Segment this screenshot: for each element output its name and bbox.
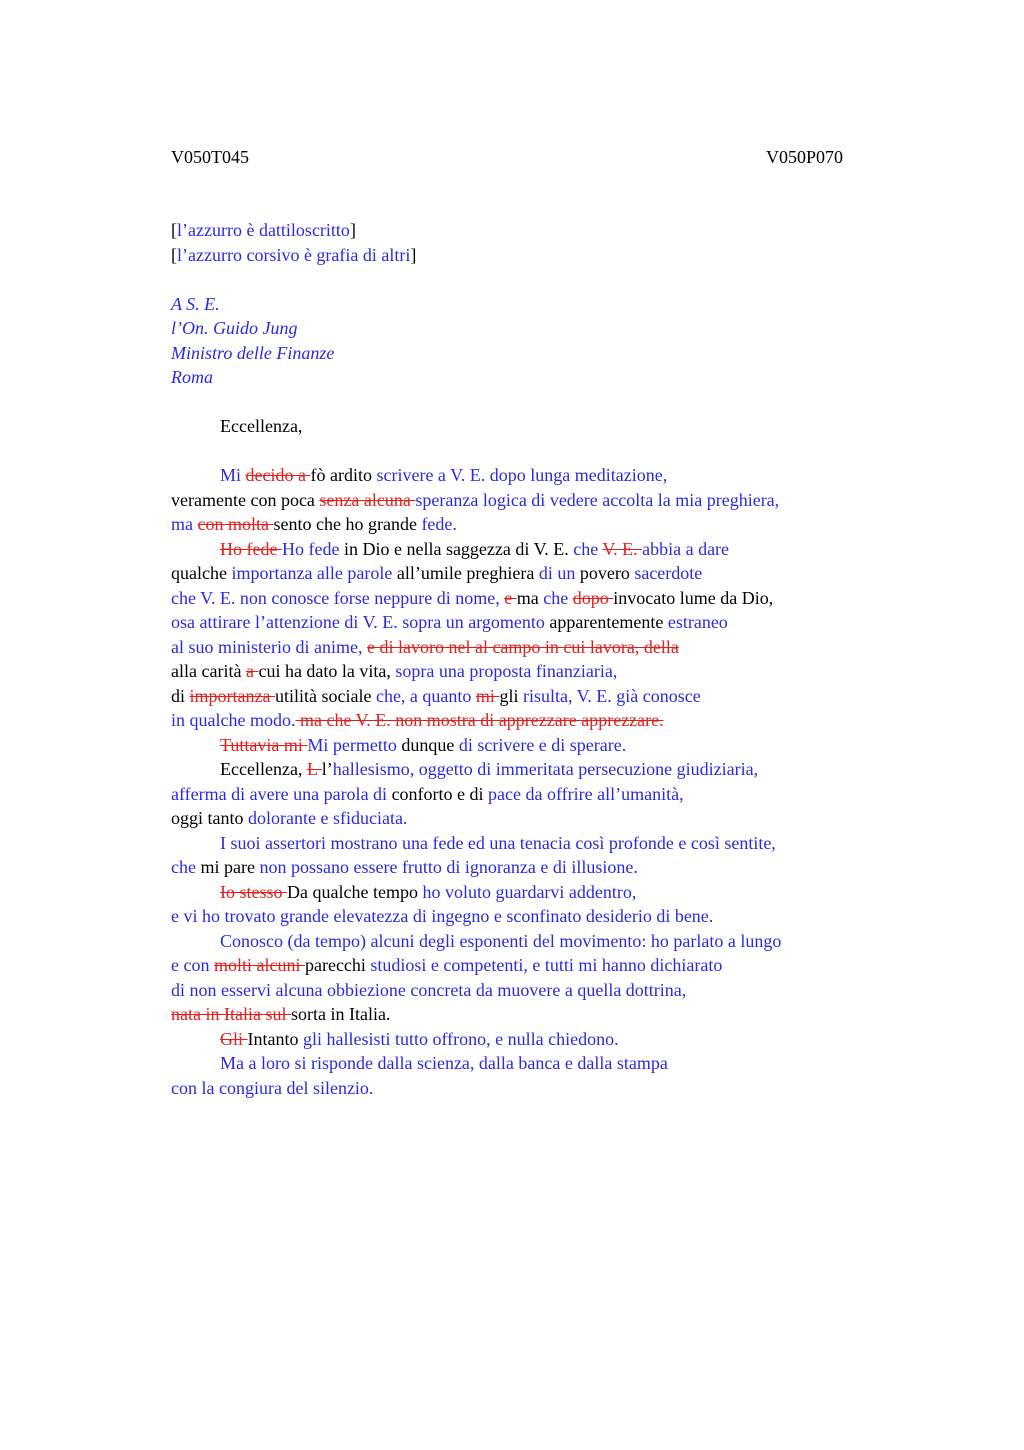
body-line [171, 635, 871, 660]
typed-text: che [543, 587, 573, 608]
typed-text: al suo ministerio di anime, [171, 636, 367, 657]
body-line [171, 929, 871, 954]
handwritten-text: utilità sociale [274, 685, 376, 706]
body-line [171, 1002, 871, 1027]
handwritten-text: di [171, 685, 190, 706]
body-line [171, 463, 871, 488]
typed-text: non possano essere frutto di ignoranza e di illusione. [259, 857, 638, 877]
body-line [171, 978, 871, 1003]
color-legend [171, 218, 871, 267]
typed-text: Conosco (da tempo) alcuni degli esponenti del movimento: ho parlato a lungo [220, 930, 782, 951]
right-document-code: V050P070 [765, 147, 843, 167]
struck-text: e [504, 587, 517, 608]
typed-text: Ho fede [281, 538, 344, 559]
body-line [171, 757, 871, 782]
handwritten-text: alla carità [171, 661, 246, 681]
typed-text: dolorante e sfiduciata. [248, 808, 408, 828]
handwritten-text: parecchi [304, 955, 371, 975]
struck-text: con molta [197, 514, 274, 534]
body-line [171, 537, 871, 562]
handwritten-text: Intanto [247, 1028, 304, 1049]
typed-text: sacerdote [634, 563, 703, 583]
body-line [171, 610, 871, 635]
handwritten-text: gli [499, 685, 523, 706]
typed-text: hallesismo, oggetto di immeritata persecuzione giudiziaria, [332, 759, 759, 779]
typed-text: Mi permetto [307, 734, 402, 755]
typed-text: di non esservi alcuna obbiezione concreta da muovere a quella dottrina, [171, 979, 687, 1000]
typed-text: in qualche modo. [171, 710, 296, 730]
typed-text: importanza alle parole [231, 563, 397, 583]
handwritten-text: Eccellenza, [220, 759, 307, 779]
body-line [171, 806, 871, 831]
typed-text: risulta, V. E. già conosce [522, 685, 701, 706]
struck-text: e di lavoro nel al campo in cui lavora, della [366, 636, 679, 657]
typed-text: che [573, 538, 603, 559]
struck-text: ma che V. E. non mostra di apprezzare apprezzare. [295, 710, 664, 730]
handwritten-text: dunque [401, 734, 459, 755]
typed-text: sopra una proposta finanziaria, [395, 661, 618, 681]
body-line [171, 1076, 871, 1101]
handwritten-text: Da qualche tempo [287, 881, 423, 902]
body-line [171, 831, 871, 856]
handwritten-text: povero [579, 563, 635, 583]
handwritten-text: veramente con poca [171, 489, 320, 510]
handwritten-text: mi pare [200, 857, 260, 877]
handwritten-text: conforto e di [391, 783, 489, 804]
body-line [171, 855, 871, 880]
struck-text: importanza [189, 685, 275, 706]
typed-text: studiosi e competenti, e tutti mi hanno dichiarato [370, 955, 723, 975]
typed-text: afferma di avere una parola di [171, 783, 392, 804]
struck-text: Gli [220, 1028, 248, 1049]
body-line [171, 561, 871, 586]
address-line: A S. E. [171, 293, 220, 314]
typed-text: osa attirare l’attenzione di V. E. sopra un argomento [171, 612, 550, 632]
body-line [171, 880, 871, 905]
typed-text: di un [538, 563, 580, 583]
handwritten-text: sorta in Italia. [290, 1004, 391, 1024]
left-document-code: V050T045 [171, 147, 249, 167]
body-line [171, 1027, 871, 1052]
handwritten-text: apparentemente [549, 612, 668, 632]
typed-text: estraneo [667, 612, 728, 632]
typed-text: ho voluto guardarvi addentro, [422, 881, 637, 902]
address-line: Roma [171, 367, 213, 387]
handwritten-text: sento che ho grande [273, 514, 422, 534]
handwritten-text: cui ha dato la vita, [258, 661, 396, 681]
typed-text: e vi ho trovato grande elevatezza di ingegno e sconfinato desiderio di bene. [171, 906, 714, 926]
struck-text: decido a [245, 465, 311, 485]
body-line [171, 782, 871, 807]
handwritten-text: ma [516, 587, 544, 608]
body-line [171, 586, 871, 611]
typed-text: e con [171, 955, 214, 975]
typed-text: con la congiura del silenzio. [171, 1077, 374, 1098]
struck-text: mi [475, 685, 500, 706]
typed-text: I suoi assertori mostrano una fede ed una tenacia così profonde e così sentite, [220, 832, 776, 853]
struck-text: senza alcuna [319, 489, 416, 510]
struck-text: V. E. [602, 538, 643, 559]
typed-text: gli hallesisti tutto offrono, e nulla chiedono. [303, 1028, 619, 1049]
handwritten-text: oggi tanto [171, 808, 248, 828]
typed-text: che [171, 857, 201, 877]
typed-text: fede. [421, 514, 457, 534]
typed-text: di scrivere e di sperare. [458, 734, 627, 755]
struck-text: nata in Italia sul [171, 1004, 291, 1024]
struck-text: molti alcuni [213, 955, 305, 975]
handwritten-text: all’umile preghiera [396, 563, 539, 583]
address-line: l’On. Guido Jung [171, 318, 298, 338]
handwritten-text: in Dio e nella saggezza di V. E. [343, 538, 574, 559]
letter-page [171, 144, 871, 1100]
struck-text: Tuttavia mi [220, 734, 308, 755]
typed-text: speranza logica di vedere accolta la mia preghiera, [415, 489, 780, 510]
body-line [171, 1051, 871, 1076]
typed-text: abbia a dare [642, 538, 730, 559]
typed-text: Mi [220, 465, 246, 485]
handwritten-text: l’ [321, 759, 333, 779]
address-line: Ministro delle Finanze [171, 342, 335, 363]
struck-text: dopo [572, 587, 614, 608]
struck-text: a [245, 661, 259, 681]
document-header [171, 144, 871, 170]
struck-text: L [306, 759, 322, 779]
body-line [171, 512, 871, 537]
typed-text: scrivere a V. E. dopo lunga meditazione, [376, 465, 668, 485]
struck-text: Io stesso [220, 881, 287, 902]
legend-line-typed: [l’azzurro è dattiloscritto] [171, 220, 356, 240]
handwritten-text: qualche [171, 563, 232, 583]
body-line [171, 904, 871, 929]
handwritten-text: invocato lume da Dio, [613, 587, 774, 608]
typed-text: Ma a loro si risponde dalla scienza, dalla banca e dalla stampa [220, 1053, 668, 1073]
typed-text: pace da offrire all’umanità, [488, 783, 684, 804]
typed-text: che, a quanto [375, 685, 476, 706]
recipient-address [171, 292, 871, 390]
body-line [171, 684, 871, 709]
typed-text: che V. E. non conosce forse neppure di nome, [171, 587, 505, 608]
body-line [171, 733, 871, 758]
salutation: Eccellenza, [220, 416, 303, 436]
body-line [171, 953, 871, 978]
body-line [171, 708, 871, 733]
struck-text: Ho fede [220, 538, 282, 559]
handwritten-text: fò ardito [310, 465, 377, 485]
legend-line-italic: [l’azzurro corsivo è grafia di altri] [171, 244, 417, 265]
body-line [171, 659, 871, 684]
typed-text: ma [171, 514, 198, 534]
body-line [171, 488, 871, 513]
letter-body [171, 463, 871, 1100]
